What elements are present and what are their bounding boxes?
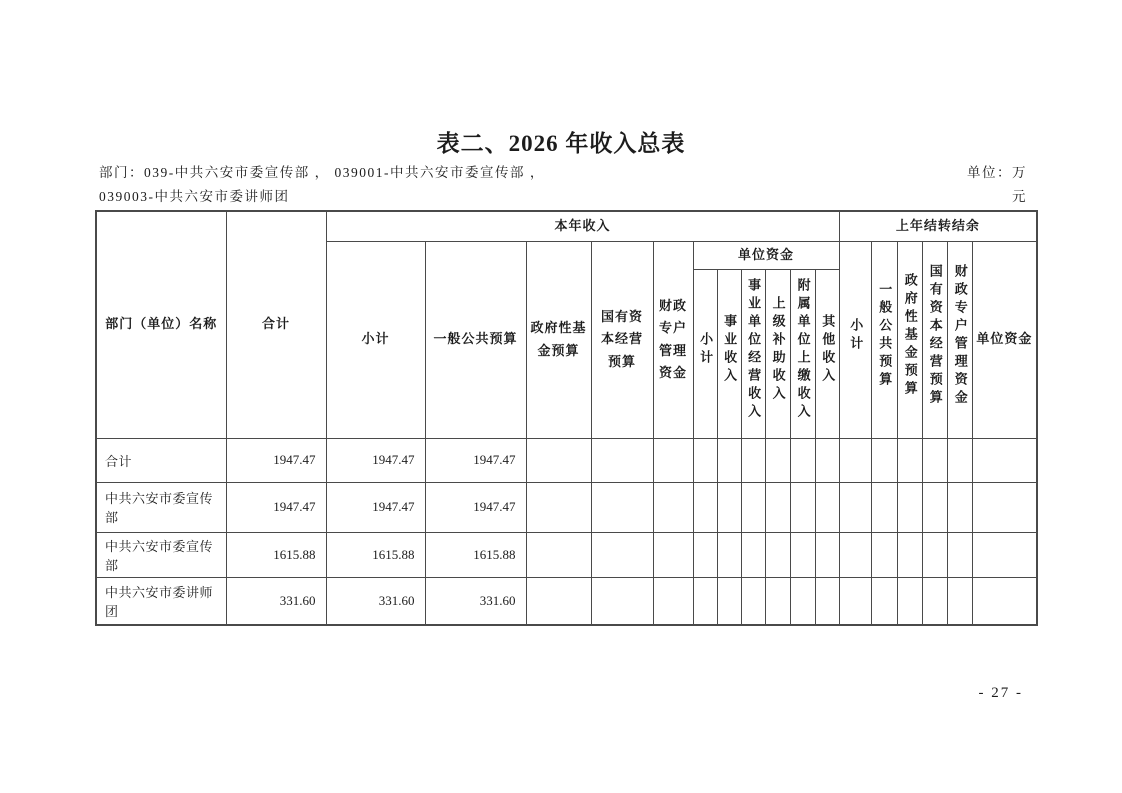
table-row-total [96,438,1037,482]
col-header-unit-subtotal-label: 小计 [698,332,714,369]
total-cell: 1615.88 [226,532,326,577]
empty-cell [591,577,653,625]
table-row [96,577,1037,625]
empty-cell [947,532,972,577]
empty-cell [790,577,815,625]
page-number: - 27 - [978,685,1023,701]
empty-cell [741,577,765,625]
unit-line-2: 元 [1012,189,1027,204]
total-cell: 1947.47 [226,482,326,532]
col-header-affiliated-unit-remit-income [790,269,815,438]
empty-cell [717,577,741,625]
col-header-business-income-label: 事业收入 [722,314,738,387]
page-title: 表二、2026 年收入总表 [436,131,686,156]
col-header-business-unit-op-income [741,269,765,438]
empty-cell [922,577,947,625]
col-header-superior-subsidy-income [765,269,790,438]
empty-cell [871,438,897,482]
empty-cell [693,577,717,625]
empty-cell [591,438,653,482]
col-header-prev-unit-funds: 单位资金 [972,241,1037,438]
col-header-other-income [815,269,839,438]
col-header-dept-name: 部门（单位）名称 [96,211,226,438]
empty-cell [717,438,741,482]
empty-cell [790,532,815,577]
empty-cell [765,532,790,577]
dept-name-cell: 中共六安市委宣传部 [96,532,226,577]
empty-cell [871,482,897,532]
col-header-prev-fiscal-special-account-label: 财政专户管理资金 [952,264,968,409]
group-header-unit-funds: 单位资金 [693,241,839,269]
total-cell: 1947.47 [226,438,326,482]
empty-cell [741,438,765,482]
empty-cell [922,532,947,577]
subtotal-cell: 1947.47 [326,482,425,532]
empty-cell [947,438,972,482]
empty-cell [526,482,591,532]
empty-cell [693,438,717,482]
table-row [96,482,1037,532]
empty-cell [839,438,871,482]
empty-cell [922,438,947,482]
department-line-1: 部门：039-中共六安市委宣传部 ， 039001-中共六安市委宣传部 ， [99,165,545,180]
col-header-subtotal: 小计 [326,241,425,438]
dept-name-cell: 合计 [96,438,226,482]
col-header-business-unit-op-income-label: 事业单位经营收入 [746,278,762,423]
empty-cell [897,438,922,482]
col-header-unit-subtotal [693,269,717,438]
col-header-prev-subtotal-label: 小计 [848,318,864,355]
empty-cell [717,532,741,577]
empty-cell [972,438,1037,482]
empty-cell [947,482,972,532]
col-header-total: 合计 [226,211,326,438]
empty-cell [693,482,717,532]
empty-cell [839,482,871,532]
empty-cell [526,577,591,625]
col-header-prev-state-capital-budget [922,241,947,438]
table-row [96,532,1037,577]
empty-cell [591,482,653,532]
col-header-prev-subtotal [839,241,871,438]
col-header-prev-fiscal-special-account [947,241,972,438]
empty-cell [815,577,839,625]
empty-cell [947,577,972,625]
dept-name-cell: 中共六安市委讲师团 [96,577,226,625]
empty-cell [765,438,790,482]
empty-cell [871,532,897,577]
general-public-budget-cell: 331.60 [425,577,526,625]
empty-cell [897,482,922,532]
group-header-current-year-income: 本年收入 [326,211,839,241]
col-header-other-income-label: 其他收入 [820,314,836,387]
dept-name-cell: 中共六安市委宣传部 [96,482,226,532]
unit-info [967,161,1027,209]
col-header-gov-fund-budget [526,241,591,438]
empty-cell [972,532,1037,577]
empty-cell [653,438,693,482]
col-header-state-capital-budget [591,241,653,438]
empty-cell [972,482,1037,532]
empty-cell [526,532,591,577]
empty-cell [815,532,839,577]
empty-cell [871,577,897,625]
col-header-prev-general-public-budget [871,241,897,438]
unit-line-1: 单位：万 [967,165,1027,180]
col-header-prev-state-capital-budget-label: 国有资本经营预算 [927,264,943,409]
empty-cell [839,577,871,625]
col-header-business-income [717,269,741,438]
empty-cell [922,482,947,532]
empty-cell [839,532,871,577]
total-cell: 331.60 [226,577,326,625]
empty-cell [972,577,1037,625]
empty-cell [653,482,693,532]
empty-cell [815,482,839,532]
col-header-state-capital-budget-label: 国有资本经营预算 [600,309,643,369]
empty-cell [741,532,765,577]
empty-cell [591,532,653,577]
empty-cell [790,482,815,532]
empty-cell [897,532,922,577]
department-info [99,161,545,209]
empty-cell [653,577,693,625]
meta-header [99,161,1027,209]
empty-cell [790,438,815,482]
col-header-prev-gov-fund-budget [897,241,922,438]
income-summary-table [95,210,1038,626]
empty-cell [765,577,790,625]
subtotal-cell: 1615.88 [326,532,425,577]
subtotal-cell: 1947.47 [326,438,425,482]
col-header-fiscal-special-account-label: 财政专户管理资金 [658,298,687,380]
col-header-superior-subsidy-income-label: 上级补助收入 [770,296,786,405]
general-public-budget-cell: 1947.47 [425,438,526,482]
col-header-general-public-budget: 一般公共预算 [425,241,526,438]
col-header-affiliated-unit-remit-income-label: 附属单位上缴收入 [795,278,811,423]
empty-cell [765,482,790,532]
empty-cell [653,532,693,577]
general-public-budget-cell: 1615.88 [425,532,526,577]
department-line-2: 039003-中共六安市委讲师团 [99,189,290,204]
subtotal-cell: 331.60 [326,577,425,625]
general-public-budget-cell: 1947.47 [425,482,526,532]
empty-cell [693,532,717,577]
col-header-gov-fund-budget-label: 政府性基金预算 [530,320,587,358]
empty-cell [815,438,839,482]
empty-cell [526,438,591,482]
empty-cell [741,482,765,532]
empty-cell [717,482,741,532]
col-header-prev-general-public-budget-label: 一般公共预算 [877,282,893,391]
group-header-prev-year-carryover: 上年结转结余 [839,211,1037,241]
empty-cell [897,577,922,625]
col-header-fiscal-special-account [653,241,693,438]
col-header-prev-gov-fund-budget-label: 政府性基金预算 [902,273,918,400]
